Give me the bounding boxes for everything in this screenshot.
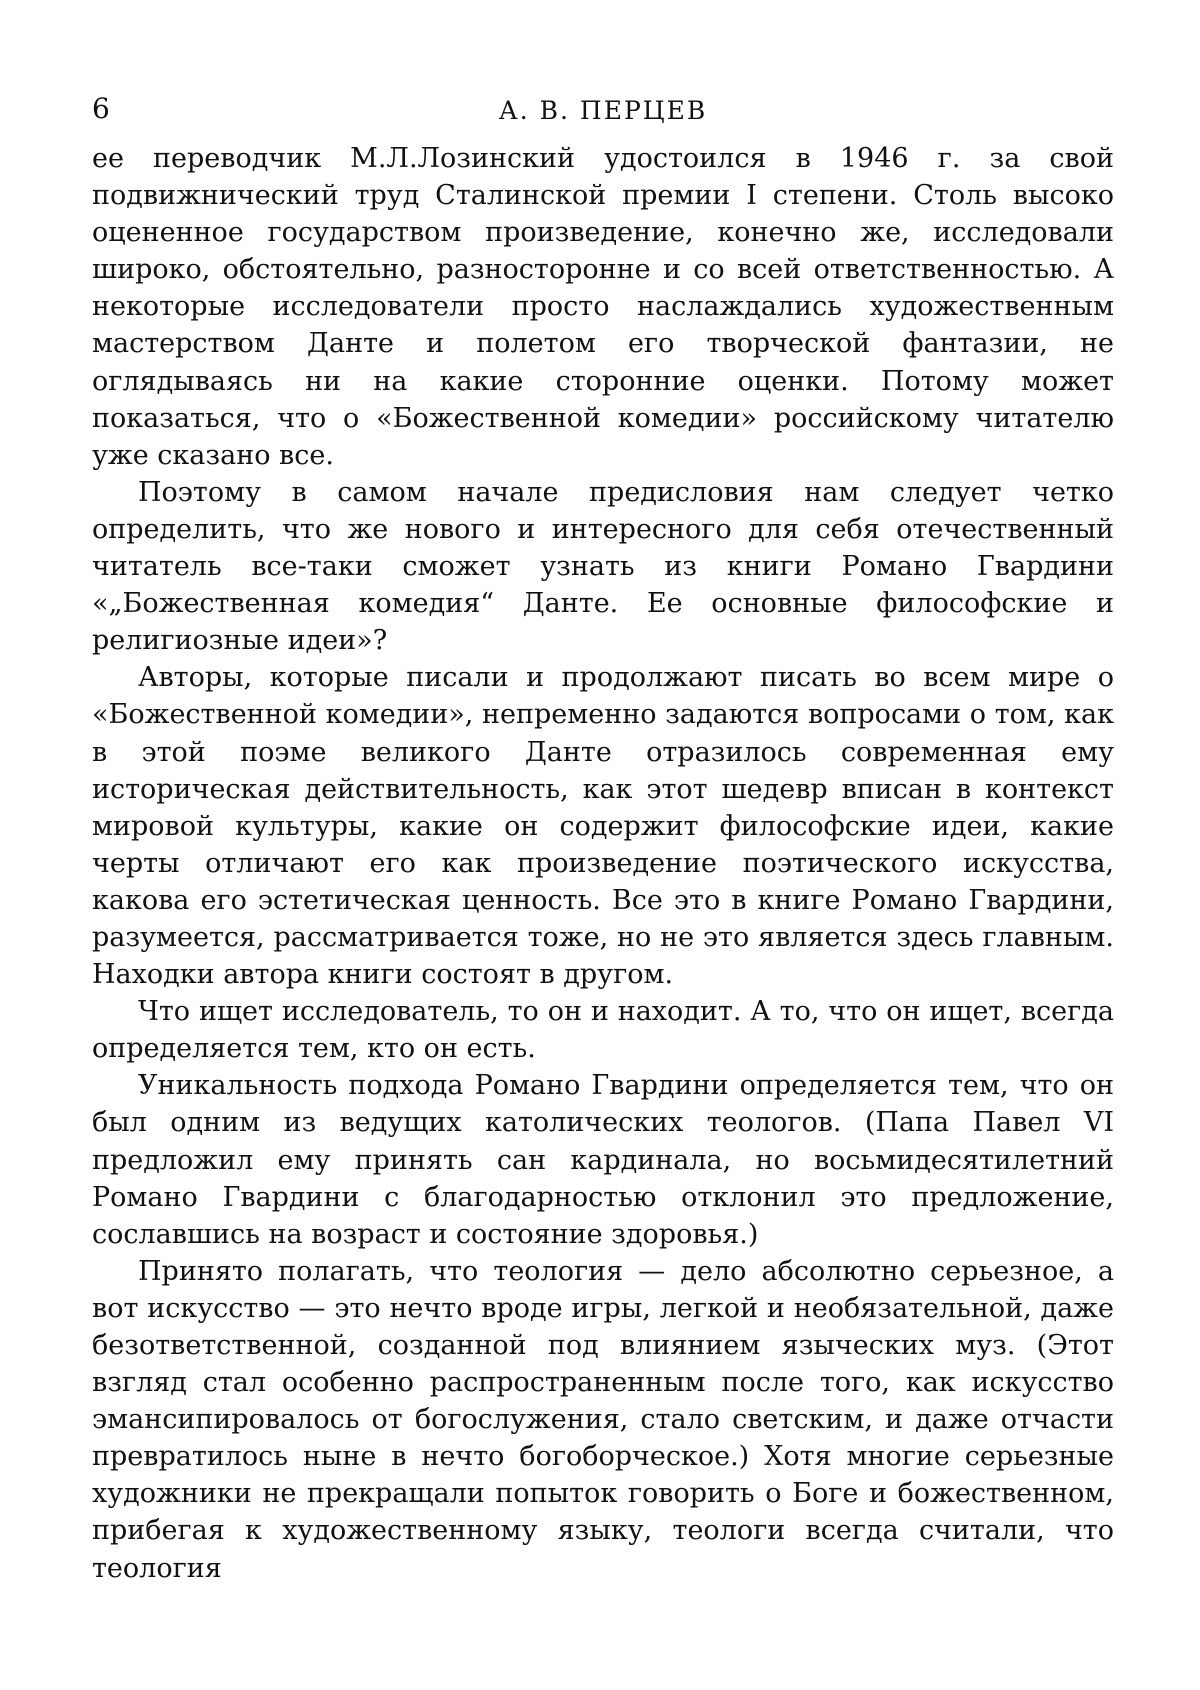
paragraph-4: Что ищет исследователь, то он и находит. А то, что он ищет, всегда определяется тем, кто он есть.	[92, 996, 1114, 1065]
paragraph-2: Поэтому в самом начале предисловия нам следует четко определить, что же нового и интересного для себя отечественный читатель все-таки сможет узнать из книги Романо Гвардини «„Божественная комедия“ Данте. Ее основные философские и религиозные идеи»?	[92, 476, 1114, 657]
paragraph-1: ее переводчик М.Л.Лозинский удостоился в 1946 г. за свой подвижнический труд Сталинской премии I степени. Столь высоко оцененное государством произведение, конечно же, исследовали широко, обстоятельно, разносторонне и со всей ответственностью. А некоторые исследователи просто наслаждались художественным мастерством Данте и полетом его творческой фантазии, не оглядываясь ни на какие сторонние оценки. Потому может показаться, что о «Божественной комедии» российскому читателю уже сказано все.	[92, 143, 1114, 471]
body-text	[92, 140, 1114, 1587]
book-page	[92, 88, 1114, 1648]
page-number: 6	[92, 92, 110, 125]
paragraph-3: Авторы, которые писали и продолжают писать во всем мире о «Божественной комедии», непременно задаются вопросами о том, как в этой поэме великого Данте отразилось современная ему историческая действительность, как этот шедевр вписан в контекст мировой культуры, какие он содержит философские идеи, какие черты отличают его как произведение поэтического искусства, какова его эстетическая ценность. Все это в книге Романо Гвардини, разумеется, рассматривается тоже, но не это является здесь главным. Находки автора книги состоят в другом.	[92, 662, 1114, 991]
running-title: А. В. ПЕРЦЕВ	[498, 96, 708, 125]
paragraph-6: Принято полагать, что теология — дело абсолютно серьезное, а вот искусство — это нечто вроде игры, легкой и необязательной, даже безответственной, созданной под влиянием языческих муз. (Этот взгляд стал особенно распространенным после того, как искусство эмансипировалось от богослужения, стало светским, и даже отчасти превратилось ныне в нечто богоборческое.) Хотя многие серьезные художники не прекращали попыток говорить о Боге и божественном, прибегая к художественному языку, теологи всегда считали, что теология	[92, 1255, 1114, 1584]
running-head	[92, 88, 1114, 140]
paragraph-5: Уникальность подхода Романо Гвардини определяется тем, что он был одним из ведущих католических теологов. (Папа Павел VI предложил ему принять сан кардинала, но восьмидесятилетний Романо Гвардини с благодарностью отклонил это предложение, сославшись на возраст и состояние здоровья.)	[92, 1070, 1114, 1250]
